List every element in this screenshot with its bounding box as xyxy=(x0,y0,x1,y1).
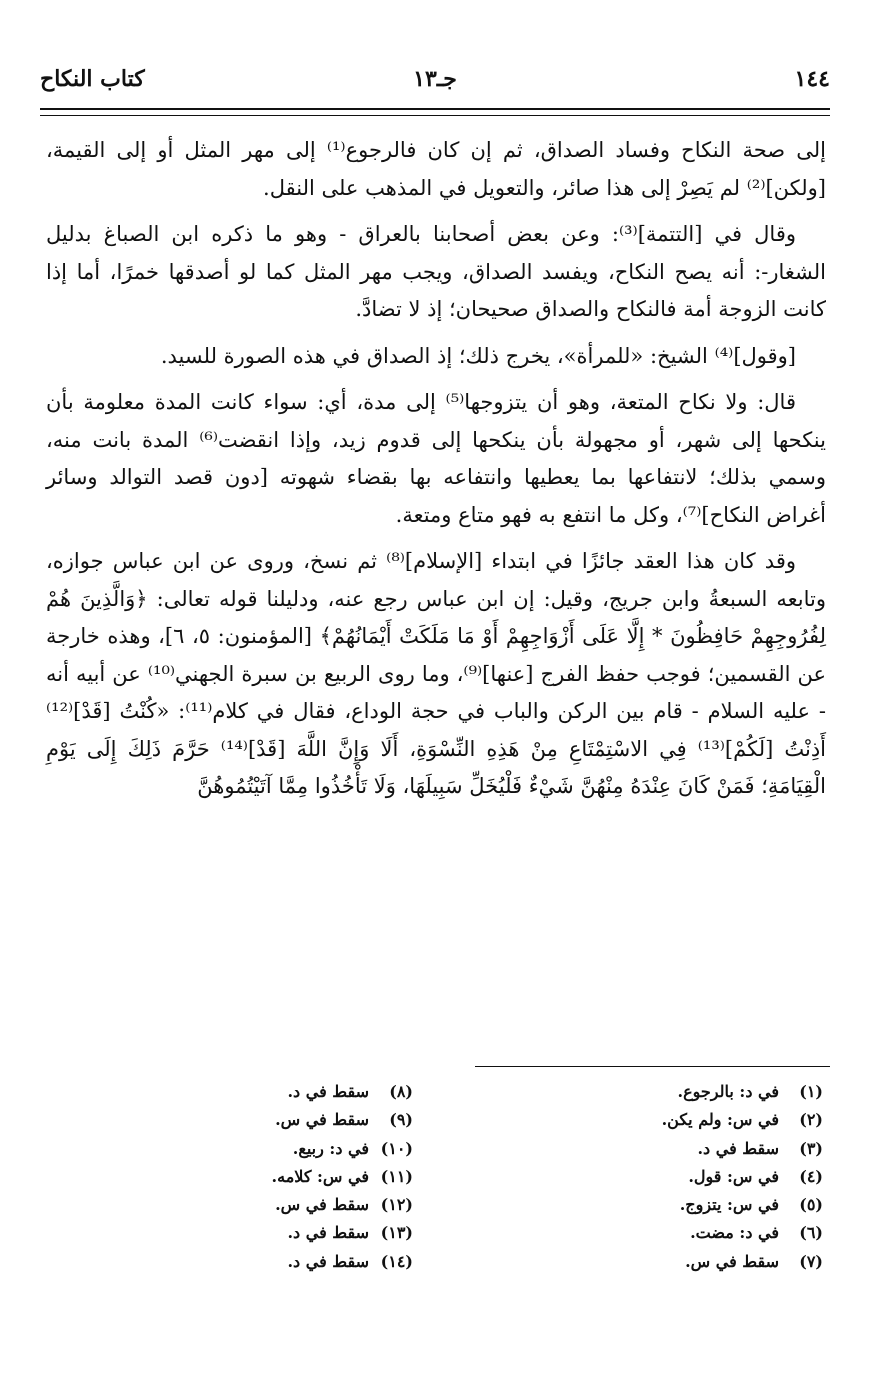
footnote-item: (١٠)في د: ربيع. xyxy=(292,1138,413,1158)
footnote-item: (٥)في س: يتزوج. xyxy=(679,1195,823,1215)
footnote-item: (١)في د: بالرجوع. xyxy=(677,1082,823,1101)
paragraph-4: قال: ولا نكاح المتعة، وهو أن يتزوجها⁽⁵⁾ إلى مدة، أي: سواء كانت المدة معلومة بأن ينكحها إلى شهر، أو مجهولة بأن ينكحها إلى قدوم زيد، وإذا انقضت⁽⁶⁾ المدة بانت منه، وسمي بذلك؛ لانتفاعها بما يعطيها وانتفاعه بها بقضاء شهوته [دون قصد التوالد وسائر أغراض النكاح]⁽⁷⁾، وكل ما انتفع به فهو متاع ومتعة. xyxy=(46,390,826,527)
book-title: كتاب النكاح xyxy=(40,66,145,92)
footnote-item: (٩)سقط في س. xyxy=(275,1110,413,1130)
footnote-item: (٣)سقط في د. xyxy=(697,1138,823,1158)
main-text xyxy=(46,132,826,815)
footnote-item: (٦)في د: مضت. xyxy=(690,1223,823,1243)
footnotes-column-right xyxy=(463,1078,823,1276)
footnote-item: (٤)في س: قول. xyxy=(688,1166,823,1186)
page-header xyxy=(40,66,830,106)
header-rule-thin xyxy=(40,115,830,116)
volume-label: جـ١٣ xyxy=(413,66,457,92)
footnote-separator xyxy=(475,1066,830,1067)
paragraph-5: وقد كان هذا العقد جائزًا في ابتداء [الإسلام]⁽⁸⁾ ثم نسخ، وروى عن ابن عباس جوازه، وتابعه السبعةُ وابن جريج، وقيل: إن ابن عباس رجع عنه، ودليلنا قوله تعالى: ﴿وَالَّذِينَ هُمْ لِفُرُوجِهِمْ حَافِظُونَ * إِلَّا عَلَى أَزْوَاجِهِمْ أَوْ مَا مَلَكَتْ أَيْمَانُهُمْ﴾ [المؤمنون: ٥، ٦]، وهذه خارجة عن القسمين؛ فوجب حفظ الفرج [عنها]⁽⁹⁾، وما روى الربيع بن سبرة الجهني⁽¹⁰⁾ عن أبيه أنه - عليه السلام - قام بين الركن والباب في حجة الوداع، فقال في كلام⁽¹¹⁾: «كُنْتُ [قَدْ]⁽¹²⁾ أَذِنْتُ [لَكُمْ]⁽¹³⁾ فِي الاسْتِمْتَاعِ مِنْ هَذِهِ النِّسْوَةِ، أَلَا وَإِنَّ اللَّهَ [قَدْ]⁽¹⁴⁾ حَرَّمَ ذَلِكَ إِلَى يَوْمِ الْقِيَامَةِ؛ فَمَنْ كَانَ عِنْدَهُ مِنْهُنَّ شَيْءٌ فَلْيُخَلِّ سَبِيلَهَا، وَلَا تَأْخُذُوا مِمَّا آتَيْتُمُوهُنَّ xyxy=(46,549,827,798)
footnote-item: (١١)في س: كلامه. xyxy=(271,1166,413,1186)
header-rule-thick xyxy=(40,108,830,110)
paragraph-1: إلى صحة النكاح وفساد الصداق، ثم إن كان فالرجوع⁽¹⁾ إلى مهر المثل أو إلى القيمة، [ولكن]⁽²⁾ لم يَصِرْ إلى هذا صائر، والتعويل في المذهب على النقل. xyxy=(46,138,826,200)
footnote-item: (٨)سقط في د. xyxy=(287,1082,413,1101)
paragraph-2: وقال في [التتمة]⁽³⁾: وعن بعض أصحابنا بالعراق - وهو ما ذكره ابن الصباغ بدليل الشغار-: أنه يصح النكاح، ويفسد الصداق، ويجب مهر المثل كما لو أصدقها خمرًا، أما إذا كانت الزوجة أمة فالنكاح والصداق صحيحان؛ إذ لا تضادَّ. xyxy=(46,222,826,321)
footnote-item: (١٢)سقط في س. xyxy=(275,1195,413,1215)
footnotes-column-left xyxy=(83,1078,413,1276)
footnote-item: (٧)سقط في س. xyxy=(685,1251,823,1271)
footnote-item: (١٤)سقط في د. xyxy=(287,1251,413,1271)
footnote-item: (١٣)سقط في د. xyxy=(287,1223,413,1243)
paragraph-3: [وقول]⁽⁴⁾ الشيخ: «للمرأة»، يخرج ذلك؛ إذ الصداق في هذه الصورة للسيد. xyxy=(160,343,796,368)
page-number: ١٤٤ xyxy=(794,66,830,92)
footnote-item: (٢)في س: ولم يكن. xyxy=(661,1110,823,1130)
